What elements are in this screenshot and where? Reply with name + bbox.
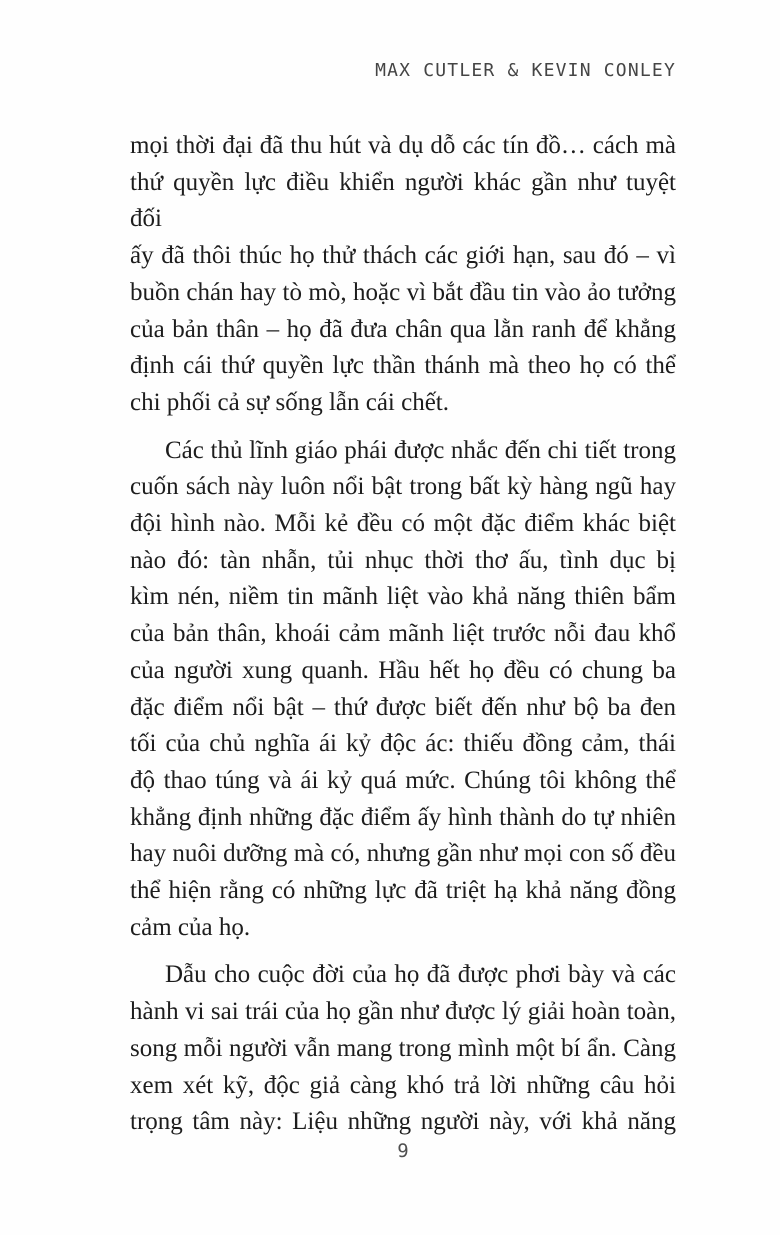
text-line: trọng tâm này: Liệu những người này, với khả năng	[130, 1108, 676, 1136]
running-header-authors: MAX CUTLER & KEVIN CONLEY	[375, 60, 676, 81]
text-line: của bản thân – họ đã đưa chân qua lằn ranh để khẳng	[130, 315, 676, 343]
text-line: cuốn sách này luôn nổi bật trong bất kỳ hàng ngũ hay	[130, 473, 676, 501]
text-line: ấy đã thôi thúc họ thử thách các giới hạn, sau đó – vì	[130, 242, 676, 270]
text-line: đội hình nào. Mỗi kẻ đều có một đặc điểm khác biệt	[130, 510, 676, 538]
text-line: chi phối cả sự sống lẫn cái chết.	[130, 388, 450, 416]
text-line: xem xét kỹ, độc giả càng khó trả lời những câu hỏi	[130, 1071, 676, 1099]
text-line: tối của chủ nghĩa ái kỷ độc ác: thiếu đồng cảm, thái	[130, 730, 676, 758]
paragraph	[130, 433, 676, 947]
text-line: thứ quyền lực điều khiển người khác gần như tuyệt đối	[130, 168, 676, 233]
text-line: của người xung quanh. Hầu hết họ đều có chung ba	[130, 656, 676, 684]
text-line: Các thủ lĩnh giáo phái được nhắc đến chi tiết trong	[165, 436, 676, 464]
text-line: song mỗi người vẫn mang trong mình một bí ẩn. Càng	[130, 1034, 676, 1062]
text-line: cảm của họ.	[130, 913, 251, 941]
text-line: khẳng định những đặc điểm ấy hình thành do tự nhiên	[130, 803, 676, 831]
text-line: buồn chán hay tò mò, hoặc vì bắt đầu tin vào ảo tưởng	[130, 278, 676, 306]
text-line: định cái thứ quyền lực thần thánh mà theo họ có thể	[130, 352, 676, 380]
paragraph	[130, 128, 676, 422]
text-line: mọi thời đại đã thu hút và dụ dỗ các tín đồ… cách mà	[130, 132, 676, 159]
text-line: nào đó: tàn nhẫn, tủi nhục thời thơ ấu, tình dục bị	[130, 546, 676, 574]
text-line: độ thao túng và ái kỷ quá mức. Chúng tôi không thể	[130, 766, 676, 794]
text-line: thể hiện rằng có những lực đã triệt hạ khả năng đồng	[130, 877, 676, 905]
text-line: Dẫu cho cuộc đời của họ đã được phơi bày và các	[165, 961, 676, 989]
text-line: hành vi sai trái của họ gần như được lý giải hoàn toàn,	[130, 998, 676, 1026]
body-text	[130, 128, 676, 1141]
text-line: hay nuôi dưỡng mà có, nhưng gần như mọi con số đều	[130, 840, 676, 868]
text-line: của bản thân, khoái cảm mãnh liệt trước nỗi đau khổ	[130, 620, 676, 648]
page-number: 9	[397, 1140, 409, 1162]
text-line: đặc điểm nổi bật – thứ được biết đến như bộ ba đen	[130, 693, 676, 721]
text-line: kìm nén, niềm tin mãnh liệt vào khả năng thiên bẩm	[130, 583, 676, 611]
paragraph	[130, 957, 676, 1141]
